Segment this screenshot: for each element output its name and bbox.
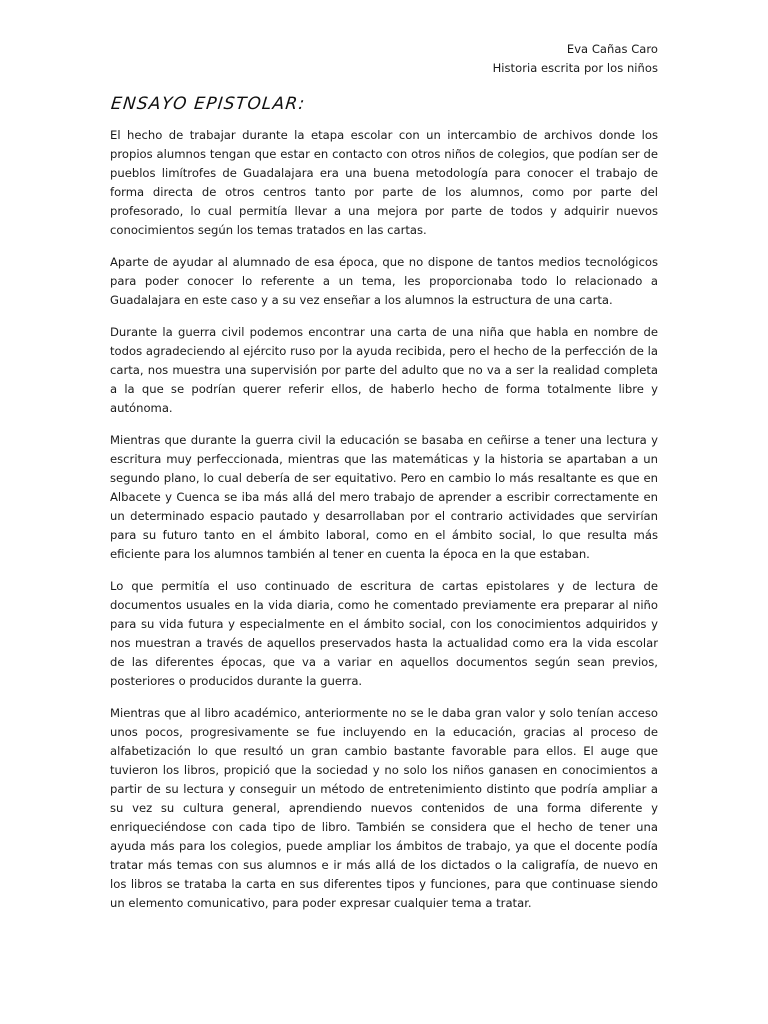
paragraph: Mientras que durante la guerra civil la educación se basaba en ceñirse a tener una lectura y escritura muy perfeccionada, mientras que las matemáticas y la historia se apartaban a un segundo plano, lo cual debería de ser equitativo. Pero en cambio lo más resaltante es que en Albacete y Cuenca se iba más allá del mero trabajo de aprender a escribir correctamente en un determinado espacio pautado y desarrollaban por el contrario actividades que servirían para su futuro tanto en el ámbito laboral, como en el ámbito social, lo que resulta más eficiente para los alumnos también al tener en cuenta la época en la que estaban. [110, 433, 658, 561]
document-header [110, 40, 658, 78]
paragraph: Mientras que al libro académico, anteriormente no se le daba gran valor y solo tenían acceso unos pocos, progresivamente se fue incluyendo en la educación, gracias al proceso de alfabetización lo que resultó un gran cambio bastante favorable para ellos. El auge que tuvieron los libros, propició que la sociedad y no solo los niños ganasen en conocimientos a partir de su lectura y conseguir un método de entretenimiento distinto que podría ampliar a su vez su cultura general, aprendiendo nuevos contenidos de una forma diferente y enriqueciéndose con cada tipo de libro. También se considera que el hecho de tener una ayuda más para los colegios, puede ampliar los ámbitos de trabajo, ya que el docente podía tratar más temas con sus alumnos e ir más allá de los dictados o la caligrafía, de nuevo en los libros se trataba la carta en sus diferentes tipos y funciones, para que continuase siendo un elemento comunicativo, para poder expresar cualquier tema a tratar. [110, 706, 658, 910]
author-name: Eva Cañas Caro [566, 42, 658, 56]
paragraph: Aparte de ayudar al alumnado de esa época, que no dispone de tantos medios tecnológicos para poder conocer lo referente a un tema, les proporcionaba todo lo relacionado a Guadalajara en este caso y a su vez enseñar a los alumnos la estructura de una carta. [110, 255, 658, 307]
course-name: Historia escrita por los niños [492, 61, 658, 75]
essay-title: ENSAYO EPISTOLAR: [110, 94, 307, 114]
paragraph: Lo que permitía el uso continuado de escritura de cartas epistolares y de lectura de documentos usuales en la vida diaria, como he comentado previamente era preparar al niño para su vida futura y especialmente en el ámbito social, con los conocimientos adquiridos y nos muestran a través de aquellos preservados hasta la actualidad como era la vida escolar de las diferentes épocas, que va a variar en aquellos documentos según sean previos, posteriores o producidos durante la guerra. [110, 579, 658, 688]
essay-body [110, 126, 658, 913]
paragraph: El hecho de trabajar durante la etapa escolar con un intercambio de archivos donde los propios alumnos tengan que estar en contacto con otros niños de colegios, que podían ser de pueblos limítrofes de Guadalajara era una buena metodología para conocer el trabajo de forma directa de otros centros tanto por parte de los alumnos, como por parte del profesorado, lo cual permitía llevar a una mejora por parte de todos y adquirir nuevos conocimientos según los temas tratados en las cartas. [110, 128, 658, 237]
paragraph: Durante la guerra civil podemos encontrar una carta de una niña que habla en nombre de todos agradeciendo al ejército ruso por la ayuda recibida, pero el hecho de la perfección de la carta, nos muestra una supervisión por parte del adulto que no va a ser la realidad completa a la que se podrían querer referir ellos, de haberlo hecho de forma totalmente libre y autónoma. [110, 325, 658, 415]
